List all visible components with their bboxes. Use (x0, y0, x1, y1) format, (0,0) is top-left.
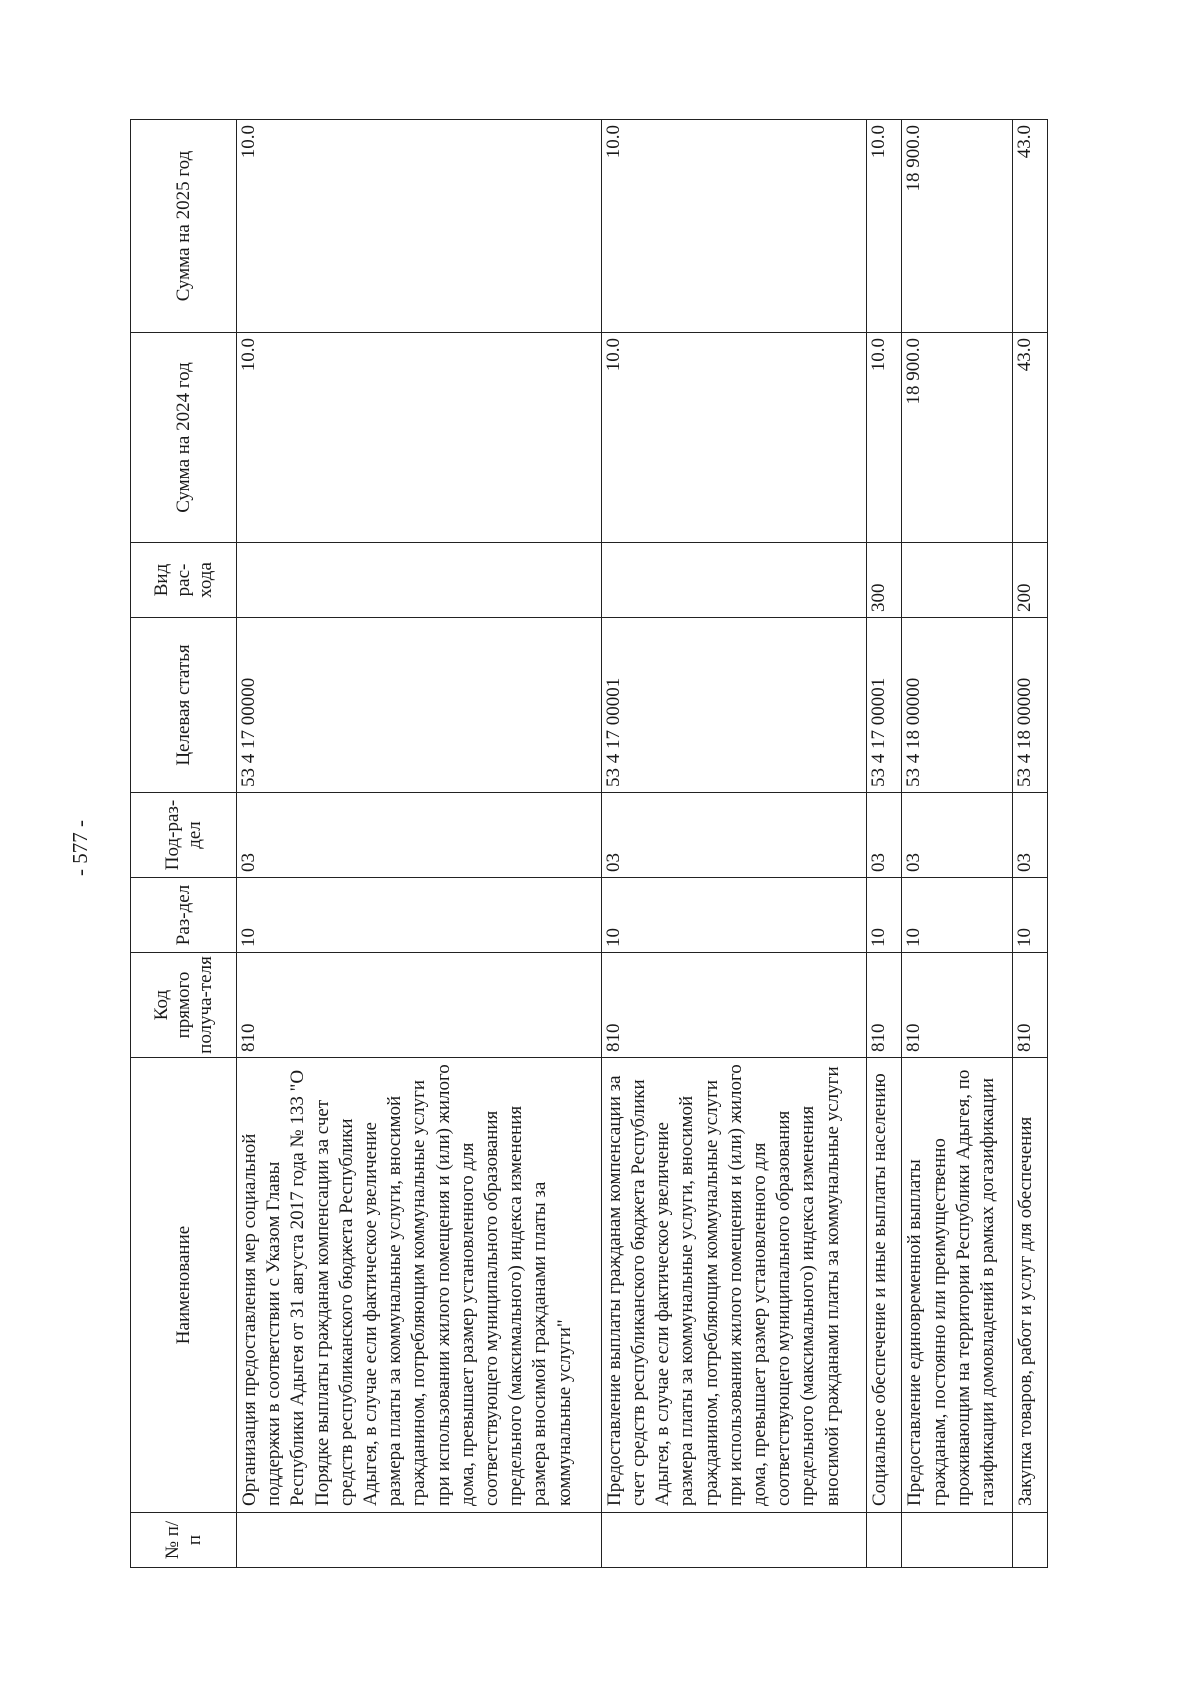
row-podrazdel: 03 (1012, 793, 1047, 878)
table-row (237, 120, 602, 1568)
row-target: 53 4 17 00001 (601, 618, 867, 793)
row-vid: 200 (1012, 543, 1047, 618)
row-code: 810 (237, 953, 602, 1058)
header-podrazdel: Под-раз-дел (131, 793, 237, 878)
table-container (130, 120, 1048, 1568)
row-target: 53 4 18 00000 (1012, 618, 1047, 793)
header-sum2024: Сумма на 2024 год (131, 333, 237, 543)
row-code: 810 (867, 953, 902, 1058)
row-vid (902, 543, 1013, 618)
row-vid: 300 (867, 543, 902, 618)
row-target: 53 4 17 00001 (867, 618, 902, 793)
row-razdel: 10 (1012, 878, 1047, 953)
header-razdel: Раз-дел (131, 878, 237, 953)
row-razdel: 10 (601, 878, 867, 953)
row-name: Социальное обеспечение и иные выплаты населению (867, 1058, 902, 1513)
header-sum2025: Сумма на 2025 год (131, 120, 237, 333)
row-sum2025: 10.0 (601, 120, 867, 333)
row-sum2025: 18 900.0 (902, 120, 1013, 333)
rotated-page (130, 120, 1048, 1568)
row-sum2025: 10.0 (237, 120, 602, 333)
header-np: № п/п (131, 1513, 237, 1568)
header-target: Целевая статья (131, 618, 237, 793)
page-number: - 577 - (68, 820, 92, 876)
row-name: Предоставление выплаты гражданам компенсации за счет средств республиканского бюджета Республики Адыгея, в случае если фактическое увеличение размера платы за коммунальные услуги, вносимой гражданином, потребляющим коммунальные услуги при использовании жилого помещения и (или) жилого дома, превышает размер установленного для соответствующего муниципального образования предельного (максимального) индекса изменения вносимой гражданами платы за коммунальные услуги (601, 1058, 867, 1513)
row-sum2024: 18 900.0 (902, 333, 1013, 543)
row-razdel: 10 (237, 878, 602, 953)
row-name: Закупка товаров, работ и услуг для обеспечения (1012, 1058, 1047, 1513)
row-code: 810 (601, 953, 867, 1058)
row-np (1012, 1513, 1047, 1568)
row-sum2025: 43.0 (1012, 120, 1047, 333)
row-code: 810 (902, 953, 1013, 1058)
row-name: Предоставление единовременной выплаты гражданам, постоянно или преимущественно проживающим на территории Республики Адыгея, по газификации домовладений в рамках догазификации (902, 1058, 1013, 1513)
table-row (1012, 120, 1047, 1568)
row-sum2024: 10.0 (867, 333, 902, 543)
row-vid (601, 543, 867, 618)
row-razdel: 10 (902, 878, 1013, 953)
budget-table (130, 119, 1048, 1568)
row-np (867, 1513, 902, 1568)
table-header-row (131, 120, 237, 1568)
row-podrazdel: 03 (867, 793, 902, 878)
header-vid: Вид рас-хода (131, 543, 237, 618)
row-name: Организация предоставления мер социальной поддержки в соответствии с Указом Главы Республики Адыгея от 31 августа 2017 года № 133 "О Порядке выплаты гражданам компенсации за счет средств республиканского бюджета Республики Адыгея, в случае если фактическое увеличение размера платы за коммунальные услуги, вносимой гражданином, потребляющим коммунальные услуги при использовании жилого помещения и (или) жилого дома, превышает размер установленного для соответствующего муниципального образования предельного (максимального) индекса изменения размера вносимой гражданами платы за коммунальные услуги" (237, 1058, 602, 1513)
row-np (902, 1513, 1013, 1568)
row-podrazdel: 03 (237, 793, 602, 878)
table-row (867, 120, 902, 1568)
row-podrazdel: 03 (601, 793, 867, 878)
row-np (601, 1513, 867, 1568)
row-razdel: 10 (867, 878, 902, 953)
row-np (237, 1513, 602, 1568)
table-row (902, 120, 1013, 1568)
row-sum2024: 43.0 (1012, 333, 1047, 543)
row-target: 53 4 18 00000 (902, 618, 1013, 793)
row-sum2025: 10.0 (867, 120, 902, 333)
row-target: 53 4 17 00000 (237, 618, 602, 793)
row-sum2024: 10.0 (237, 333, 602, 543)
header-code: Код прямого получа-теля (131, 953, 237, 1058)
header-name: Наименование (131, 1058, 237, 1513)
row-code: 810 (1012, 953, 1047, 1058)
table-row (601, 120, 867, 1568)
row-sum2024: 10.0 (601, 333, 867, 543)
row-podrazdel: 03 (902, 793, 1013, 878)
row-vid (237, 543, 602, 618)
